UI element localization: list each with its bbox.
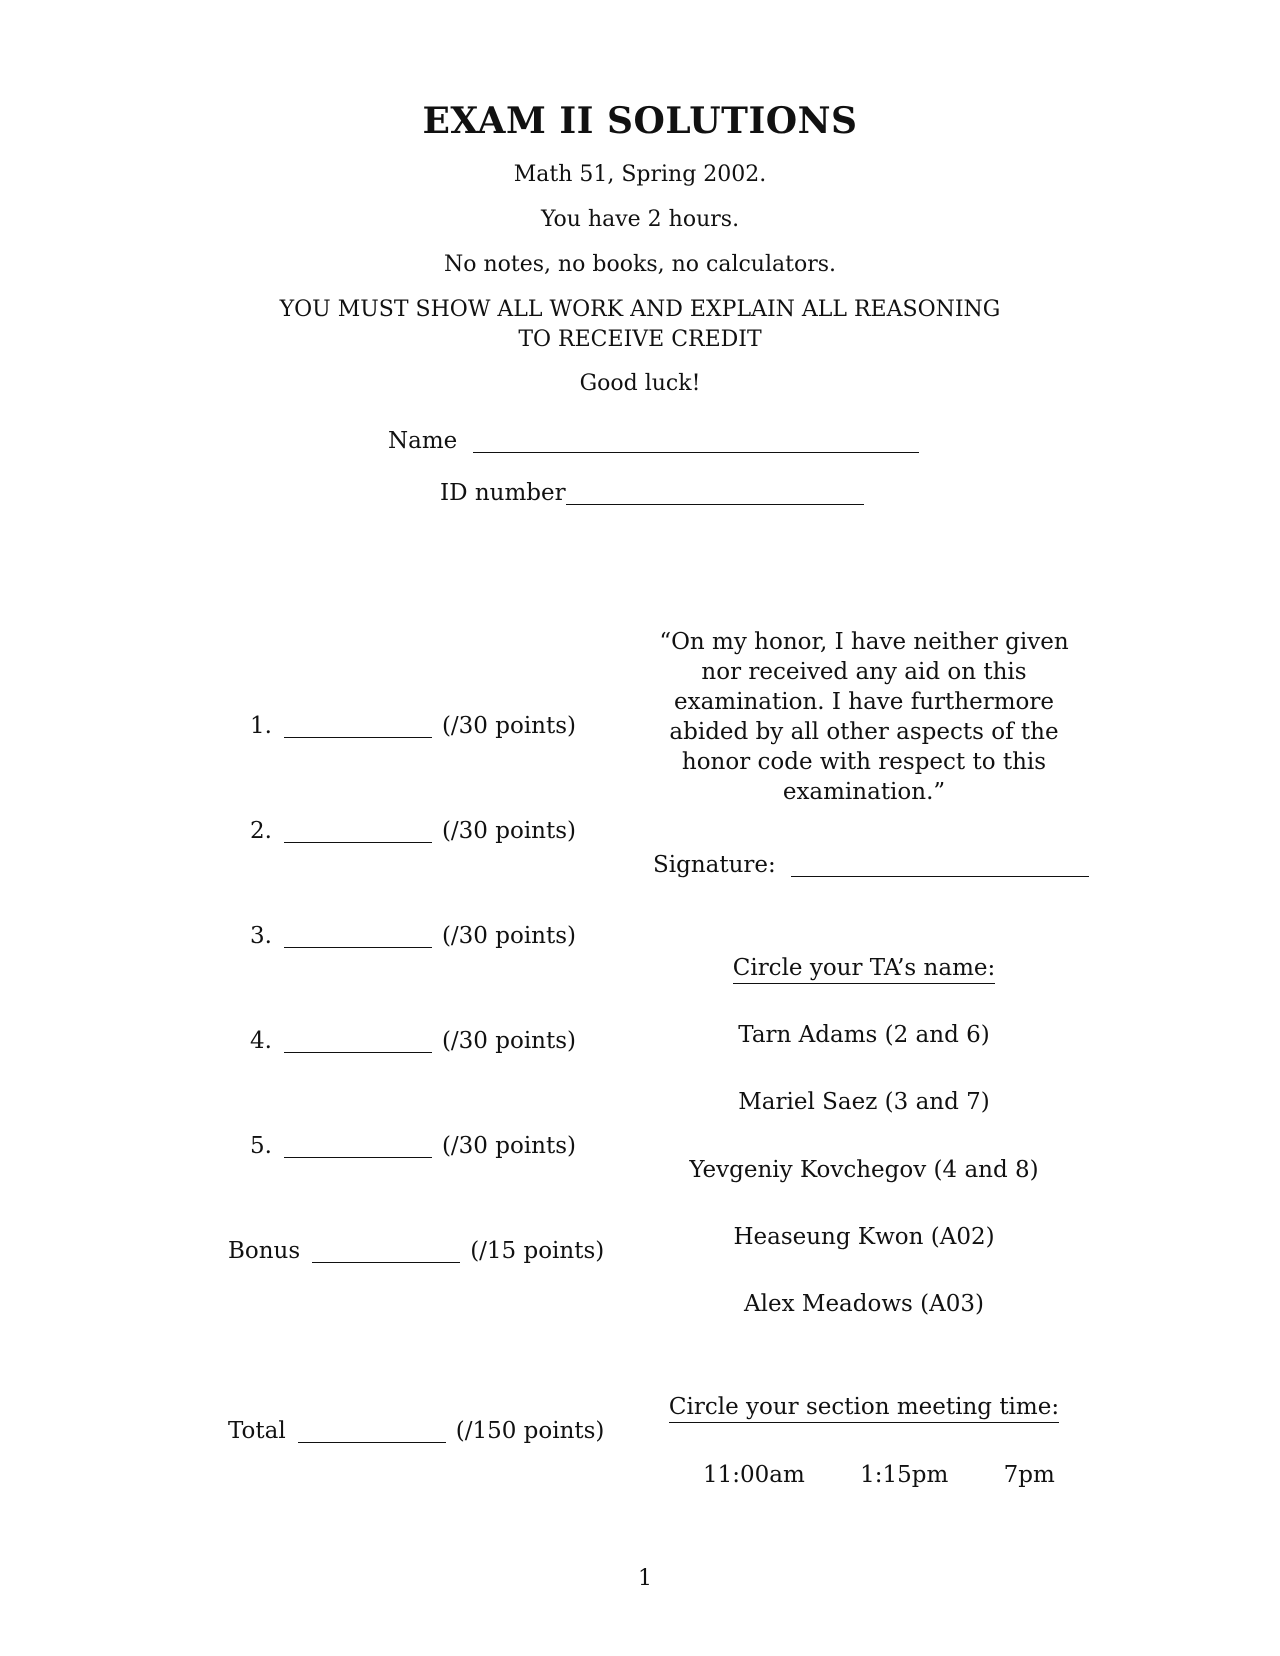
section-heading-text: Circle your section meeting time: (669, 1394, 1059, 1423)
ta-option[interactable]: Mariel Saez (3 and 7) (738, 1089, 990, 1115)
ta-heading-text: Circle your TA’s name: (733, 955, 996, 984)
score-label: 4. (250, 1028, 272, 1054)
section-time-option[interactable]: 1:15pm (860, 1462, 949, 1488)
honor-statement: “On my honor, I have neither given nor received any aid on this examination. I have furthermore abided by all other aspects of the honor code with respect to this examination.” (659, 629, 1069, 805)
score-blank[interactable] (298, 1442, 446, 1443)
id-field[interactable] (440, 480, 864, 506)
score-label: 2. (250, 818, 272, 844)
ta-option[interactable]: Alex Meadows (A03) (744, 1291, 984, 1317)
score-row-3[interactable] (250, 923, 576, 949)
score-points: (/30 points) (441, 818, 577, 844)
section-time-option[interactable]: 7pm (1003, 1462, 1055, 1488)
score-blank[interactable] (284, 842, 432, 843)
section-times (703, 1462, 1055, 1488)
instruction-line-1: YOU MUST SHOW ALL WORK AND EXPLAIN ALL REASONING (279, 297, 1001, 322)
score-row-4[interactable] (250, 1028, 576, 1054)
id-label: ID number (440, 480, 566, 506)
name-field[interactable] (388, 428, 919, 454)
score-points: (/30 points) (441, 1133, 577, 1159)
score-blank[interactable] (284, 947, 432, 948)
score-label: Bonus (228, 1238, 301, 1264)
page-number: 1 (638, 1566, 652, 1591)
score-blank[interactable] (312, 1262, 460, 1263)
score-label: 3. (250, 923, 272, 949)
instruction-line-2: TO RECEIVE CREDIT (518, 327, 762, 352)
score-row-1[interactable] (250, 713, 576, 739)
signature-blank-line[interactable] (791, 876, 1089, 877)
section-heading (640, 1394, 1088, 1423)
score-row-bonus[interactable] (228, 1238, 604, 1264)
ta-option[interactable]: Heaseung Kwon (A02) (733, 1224, 995, 1250)
score-points: (/30 points) (441, 1028, 577, 1054)
score-label: 1. (250, 713, 272, 739)
score-points: (/150 points) (455, 1418, 605, 1444)
signature-field[interactable] (653, 852, 1089, 878)
score-row-total[interactable] (228, 1418, 604, 1444)
score-row-5[interactable] (250, 1133, 576, 1159)
id-blank-line[interactable] (566, 504, 864, 505)
page-title: EXAM II SOLUTIONS (422, 100, 858, 142)
course-info: Math 51, Spring 2002. (513, 162, 767, 187)
name-label: Name (388, 428, 458, 454)
time-limit: You have 2 hours. (540, 207, 740, 232)
score-blank[interactable] (284, 1052, 432, 1053)
name-blank-line[interactable] (473, 452, 919, 453)
rules-text: No notes, no books, no calculators. (443, 252, 837, 277)
score-blank[interactable] (284, 737, 432, 738)
score-label: 5. (250, 1133, 272, 1159)
score-points: (/30 points) (441, 713, 577, 739)
ta-option[interactable]: Yevgeniy Kovchegov (4 and 8) (689, 1157, 1039, 1183)
score-blank[interactable] (284, 1157, 432, 1158)
good-luck-text: Good luck! (579, 371, 701, 396)
ta-heading (640, 955, 1088, 984)
signature-label: Signature: (653, 852, 776, 878)
score-points: (/30 points) (441, 923, 577, 949)
section-time-option[interactable]: 11:00am (703, 1462, 805, 1488)
score-label: Total (228, 1418, 286, 1444)
score-row-2[interactable] (250, 818, 576, 844)
ta-option[interactable]: Tarn Adams (2 and 6) (738, 1022, 990, 1048)
score-points: (/15 points) (470, 1238, 605, 1264)
